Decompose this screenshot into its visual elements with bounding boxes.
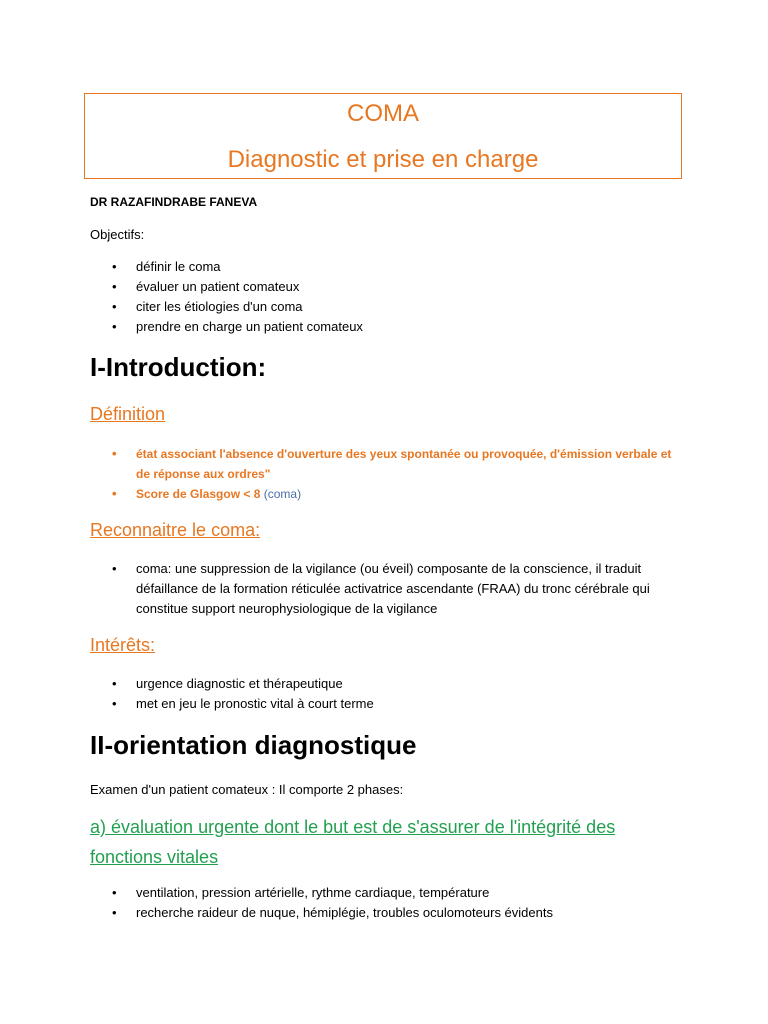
subheading-recognize: Reconnaitre le coma:: [90, 520, 261, 540]
objectives-list: [112, 257, 672, 337]
objectives-label: Objectifs:: [90, 227, 145, 242]
phase-a-list: [112, 883, 672, 923]
list-item: • citer les étiologies d'un coma: [112, 297, 672, 317]
list-item: • coma: une suppression de la vigilance (ou éveil) composante de la conscience, il traduit défaillance de la formation réticulée activatrice ascendante (FRAA) du tronc cérébrale qui constitue support neurophysiologique de la vigilance: [112, 559, 650, 619]
subheading-phase-a: a) évaluation urgente dont le but est de s'assurer de l'intégrité des fonctions vitales: [90, 817, 616, 867]
list-item: • ventilation, pression artérielle, rythme cardiaque, température: [112, 883, 672, 903]
list-item: • prendre en charge un patient comateux: [112, 317, 672, 337]
list-item: • recherche raideur de nuque, hémiplégie, troubles oculomoteurs évidents: [112, 903, 672, 923]
glasgow-note: (coma): [263, 487, 302, 501]
definition-list: [112, 444, 682, 504]
subheading-definition: Définition: [90, 404, 166, 424]
list-item: • état associant l'absence d'ouverture des yeux spontanée ou provoquée, d'émission verbale et de réponse aux ordres": [112, 444, 682, 484]
subheading-interests: Intérêts:: [90, 635, 156, 655]
glasgow-score: Score de Glasgow < 8: [136, 487, 261, 501]
list-item: • évaluer un patient comateux: [112, 277, 672, 297]
author-name: DR RAZAFINDRABE FANEVA: [90, 195, 258, 209]
document-title: COMA: [347, 100, 419, 127]
list-item: • définir le coma: [112, 257, 672, 277]
section-heading-introduction: I-Introduction:: [90, 352, 267, 382]
list-item: • met en jeu le pronostic vital à court terme: [112, 694, 672, 714]
interests-list: [112, 674, 672, 714]
recognize-list: [112, 559, 650, 619]
exam-intro: Examen d'un patient comateux : Il comporte 2 phases:: [90, 782, 404, 797]
document-subtitle: Diagnostic et prise en charge: [227, 146, 539, 173]
list-item: • urgence diagnostic et thérapeutique: [112, 674, 672, 694]
title-box: [84, 93, 682, 179]
section-heading-orientation: II-orientation diagnostique: [90, 730, 417, 760]
list-item: [112, 484, 682, 504]
